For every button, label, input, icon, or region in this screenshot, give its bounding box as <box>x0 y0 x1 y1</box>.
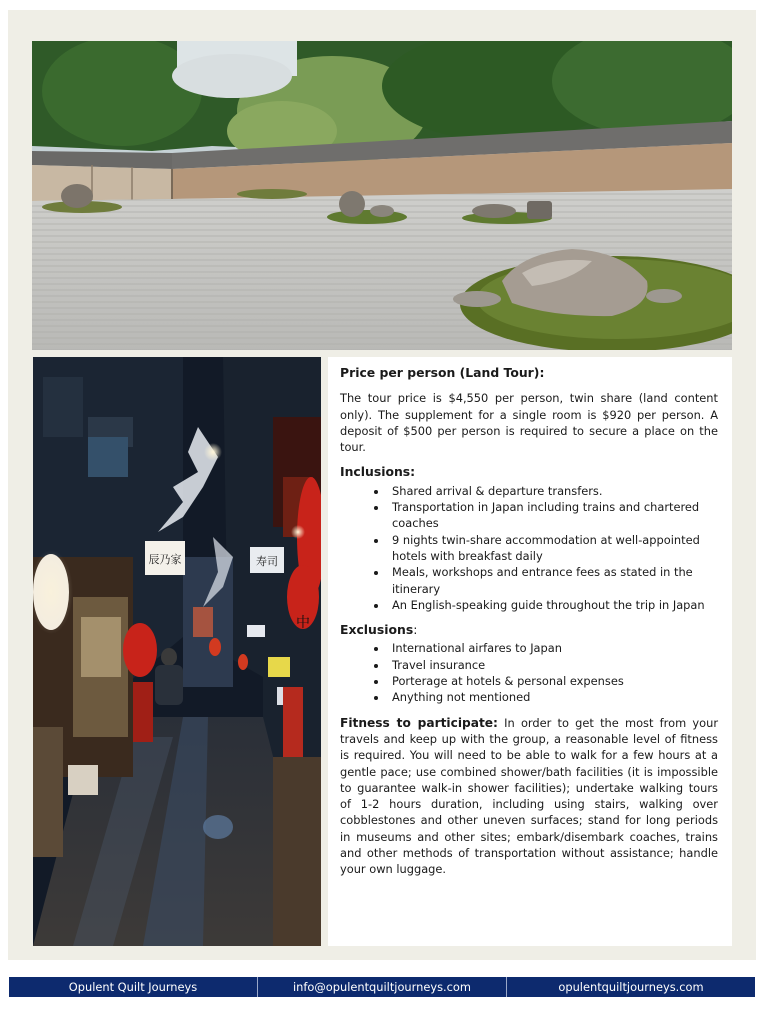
list-item: • An English-speaking guide throughout the trip in Japan <box>388 597 718 613</box>
fitness-text: In order to get the most from your travels and keep up with the group, a reasonable level of fitness is required. You will need to be able to walk for a few hours at a gentle pace; use combined shower/bath facilities (it is impossible to guarantee walk-in shower facilities); undertake walking tours of 1-2 hours duration, including using stairs, walking over cobblestones and other uneven surfaces; stand for long periods in museums and other sites; embark/disembark coaches, trains and other methods of transportation without assistance; handle your own luggage. <box>340 715 718 877</box>
list-item: • Anything not mentioned <box>388 689 718 705</box>
list-item: • Meals, workshops and entrance fees as stated in the itinerary <box>388 564 718 597</box>
inclusions-list <box>340 483 718 613</box>
exclusions-heading <box>340 622 718 638</box>
footer-email-link[interactable]: info@opulentquiltjourneys.com <box>258 977 507 997</box>
inclusions-heading: Inclusions: <box>340 464 416 480</box>
footer-company: Opulent Quilt Journeys <box>9 977 258 997</box>
fitness-lead: Fitness to participate: <box>340 715 498 730</box>
exclusions-colon: : <box>413 622 418 638</box>
shop-sign-2: 寿司 <box>256 555 278 568</box>
list-item: • Transportation in Japan including trains and chartered coaches <box>388 499 718 532</box>
footer-website-link[interactable]: opulentquiltjourneys.com <box>558 980 704 994</box>
tour-details-panel <box>328 357 732 946</box>
list-item: • 9 nights twin-share accommodation at well-appointed hotels with breakfast daily <box>388 532 718 565</box>
night-alley-photo <box>33 357 321 946</box>
price-text: The tour price is $4,550 per person, twin share (land content only). The supplement for a single room is $920 per person. A deposit of $500 per person is required to secure a place on the tour. <box>340 391 718 455</box>
price-heading: Price per person (Land Tour): <box>340 365 545 380</box>
list-item: • Porterage at hotels & personal expenses <box>388 673 718 689</box>
rock-garden-photo <box>32 41 732 350</box>
list-item: • Shared arrival & departure transfers. <box>388 483 718 499</box>
list-item: • Travel insurance <box>388 657 718 673</box>
fitness-paragraph <box>340 715 718 878</box>
list-item: • International airfares to Japan <box>388 640 718 656</box>
shop-sign-1: 辰乃家 <box>148 553 182 566</box>
lantern-sign: 中 <box>296 615 310 631</box>
footer-bar <box>9 977 755 997</box>
exclusions-list <box>340 640 718 705</box>
exclusions-heading-text: Exclusions <box>340 622 414 638</box>
